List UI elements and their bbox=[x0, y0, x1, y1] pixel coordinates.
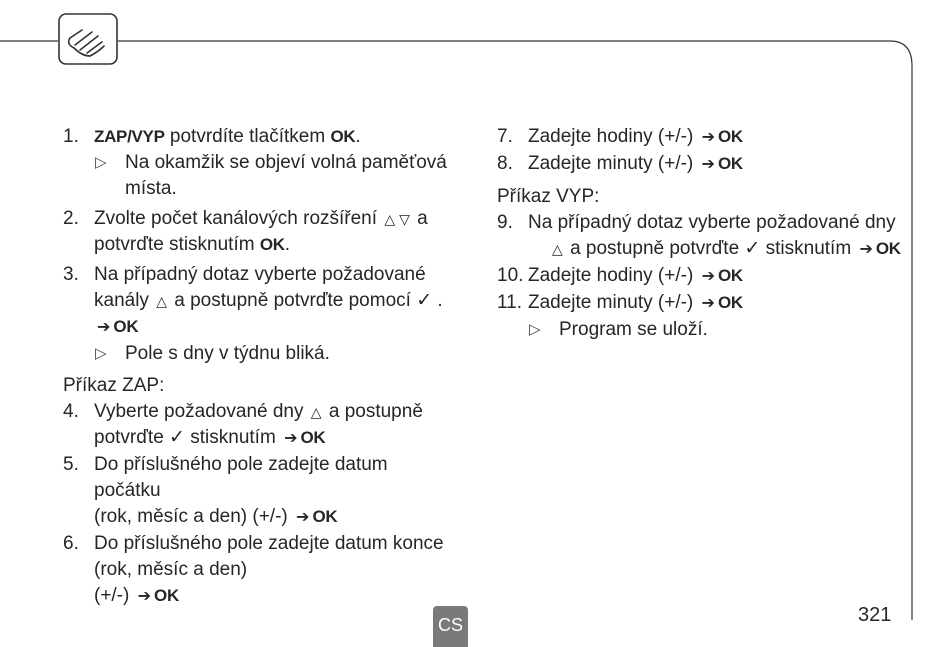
triangle-right-icon: ▷ bbox=[95, 154, 107, 171]
step-text: stisknutím bbox=[765, 238, 852, 259]
step-text: stisknutím bbox=[190, 427, 276, 448]
step-number: 5. bbox=[63, 454, 79, 475]
step-number: 1. bbox=[63, 126, 79, 147]
step-number: 3. bbox=[63, 264, 79, 285]
check-icon: ✓ bbox=[744, 238, 761, 259]
triangle-down-icon: ▽ bbox=[399, 211, 410, 227]
arrow-right-icon: ➔ bbox=[137, 588, 152, 605]
result-text: Program se uloží. bbox=[559, 319, 708, 340]
step-text: Na případný dotaz vyberte požadované dny bbox=[528, 212, 896, 233]
step-text: . bbox=[437, 290, 443, 311]
step-text: Do příslušného pole zadejte datum konce bbox=[94, 533, 444, 554]
triangle-up-icon: △ bbox=[156, 293, 167, 309]
step-text: a postupně potvrďte bbox=[570, 238, 740, 259]
step-1 bbox=[63, 124, 453, 150]
step-text: kanály bbox=[94, 290, 149, 311]
ok-label: OK bbox=[330, 127, 356, 146]
left-column bbox=[63, 124, 453, 610]
step-text: Na případný dotaz vyberte požadované bbox=[94, 264, 426, 285]
arrow-right-icon: ➔ bbox=[701, 295, 715, 312]
step-text: potvrďte stisknutím bbox=[94, 234, 260, 255]
step-text: potvrďte bbox=[94, 427, 164, 448]
ok-label: OK bbox=[312, 507, 338, 526]
step-3 bbox=[63, 262, 453, 341]
triangle-up-icon: △ bbox=[384, 211, 396, 227]
result-3 bbox=[63, 341, 453, 367]
arrow-right-icon: ➔ bbox=[859, 241, 873, 258]
step-text: a postupně potvrďte pomocí bbox=[174, 290, 411, 311]
step-text: Zadejte minuty (+/-) bbox=[528, 292, 694, 313]
step-6 bbox=[63, 531, 453, 610]
step-text: Zadejte hodiny (+/-) bbox=[528, 265, 694, 286]
step-number: 9. bbox=[497, 212, 513, 233]
right-column bbox=[497, 124, 917, 343]
check-icon: ✓ bbox=[416, 290, 433, 311]
ok-label: OK bbox=[154, 586, 179, 605]
step-10 bbox=[497, 263, 917, 290]
result-11 bbox=[497, 317, 917, 343]
result-1 bbox=[63, 150, 453, 202]
arrow-right-icon: ➔ bbox=[701, 268, 715, 285]
result-text: Pole s dny v týdnu bliká. bbox=[125, 343, 330, 364]
step-11 bbox=[497, 290, 917, 317]
step-text: a postupně bbox=[328, 401, 423, 422]
result-text: Na okamžik se objeví volná paměťová bbox=[125, 152, 447, 173]
step-text: Zadejte hodiny (+/-) bbox=[528, 126, 694, 147]
arrow-right-icon: ➔ bbox=[701, 129, 715, 146]
step-number: 2. bbox=[63, 208, 79, 229]
key-label: ZAP/VYP bbox=[94, 127, 165, 146]
ok-label: OK bbox=[717, 266, 743, 285]
step-text: a bbox=[417, 208, 428, 229]
step-text: (rok, měsíc a den) (+/-) bbox=[94, 506, 288, 527]
triangle-right-icon: ▷ bbox=[529, 321, 541, 338]
step-text: (rok, měsíc a den) bbox=[94, 559, 248, 580]
result-text: místa. bbox=[125, 178, 177, 199]
step-9 bbox=[497, 210, 917, 263]
subheading-on: Příkaz ZAP: bbox=[63, 375, 165, 396]
step-5 bbox=[63, 452, 453, 531]
check-icon: ✓ bbox=[169, 427, 185, 448]
step-number: 4. bbox=[63, 401, 79, 422]
step-text: . bbox=[355, 126, 361, 147]
step-number: 10. bbox=[497, 265, 524, 286]
step-number: 8. bbox=[497, 153, 513, 174]
triangle-up-icon: △ bbox=[552, 241, 563, 257]
subheading-off: Příkaz VYP: bbox=[497, 186, 600, 207]
arrow-right-icon: ➔ bbox=[284, 430, 298, 447]
step-2 bbox=[63, 206, 453, 258]
ok-label: OK bbox=[875, 239, 901, 258]
step-number: 11. bbox=[497, 292, 523, 313]
step-text: Do příslušného pole zadejte datum počátku bbox=[94, 454, 388, 501]
arrow-right-icon: ➔ bbox=[296, 509, 310, 526]
triangle-right-icon: ▷ bbox=[95, 345, 107, 362]
page-number: 321 bbox=[858, 604, 892, 626]
ok-label: OK bbox=[259, 235, 285, 254]
step-8 bbox=[497, 151, 917, 178]
step-text: . bbox=[284, 234, 291, 255]
ok-label: OK bbox=[717, 127, 743, 146]
step-4 bbox=[63, 399, 453, 452]
ok-label: OK bbox=[113, 317, 139, 336]
step-text: Zvolte počet kanálových rozšíření bbox=[94, 208, 378, 229]
step-number: 6. bbox=[63, 533, 79, 554]
hand-icon bbox=[59, 14, 117, 64]
arrow-right-icon: ➔ bbox=[97, 319, 111, 336]
language-tab: CS bbox=[433, 606, 468, 647]
ok-label: OK bbox=[717, 293, 743, 312]
step-text: Vyberte požadované dny bbox=[94, 401, 304, 422]
step-7 bbox=[497, 124, 917, 151]
arrow-right-icon: ➔ bbox=[701, 156, 715, 173]
step-text: potvrdíte tlačítkem bbox=[164, 126, 331, 147]
step-text: Zadejte minuty (+/-) bbox=[528, 153, 694, 174]
ok-label: OK bbox=[300, 428, 326, 447]
triangle-up-icon: △ bbox=[310, 404, 322, 420]
step-text: (+/-) bbox=[94, 585, 130, 606]
ok-label: OK bbox=[717, 154, 743, 173]
step-number: 7. bbox=[497, 126, 513, 147]
